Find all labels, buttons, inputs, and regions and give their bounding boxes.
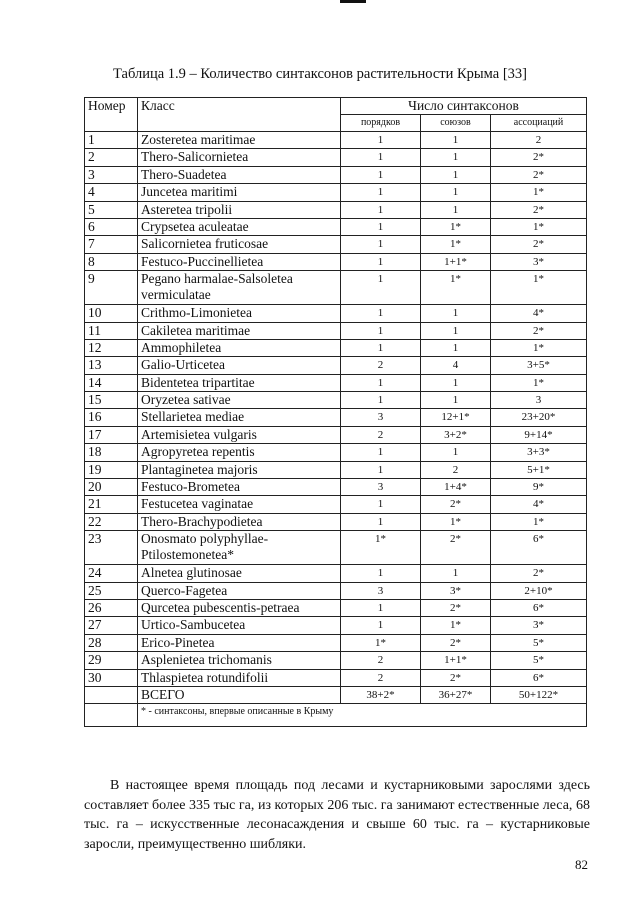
- cell-number: 16: [85, 409, 138, 426]
- cell-associations: 3*: [491, 617, 587, 634]
- table-row: [85, 392, 587, 409]
- cell-associations: 1*: [491, 513, 587, 530]
- cell-associations: 3+3*: [491, 444, 587, 461]
- cell-alliances: 2: [421, 461, 491, 478]
- top-rule-mark: [340, 0, 366, 3]
- header-alliances: союзов: [421, 115, 491, 132]
- cell-number: 13: [85, 357, 138, 374]
- cell-orders: 1*: [341, 634, 421, 651]
- cell-alliances: 1: [421, 392, 491, 409]
- cell-alliances: 4: [421, 357, 491, 374]
- cell-associations: 1*: [491, 271, 587, 305]
- header-class: Класс: [138, 98, 341, 132]
- cell-number: 4: [85, 184, 138, 201]
- cell-orders: 1: [341, 218, 421, 235]
- table-row: [85, 184, 587, 201]
- cell-associations: 2*: [491, 166, 587, 183]
- paragraph-text: В настоящее время площадь под лесами и кустарниковыми зарослями здесь составляет более 335 тыс га, из которых 206 тыс. га занимают естественные леса, 68 тыс. га – искусственные лесонасаждения и свыше 60 тыс. га – кустарниковые заросли, преимущественно шибляки.: [84, 778, 590, 852]
- cell-orders: 1: [341, 166, 421, 183]
- table-caption: Таблица 1.9 – Количество синтаксонов растительности Крыма [33]: [113, 66, 527, 82]
- cell-class: Agropyretea repentis: [138, 444, 341, 461]
- cell-alliances: 1: [421, 565, 491, 582]
- cell-alliances: 1: [421, 305, 491, 322]
- table-row: [85, 374, 587, 391]
- cell-alliances: 1: [421, 166, 491, 183]
- cell-class: Querco-Fagetea: [138, 582, 341, 599]
- table-row: [85, 339, 587, 356]
- table-row: [85, 652, 587, 669]
- header-syntaxa-count: Число синтаксонов: [341, 98, 587, 115]
- table-row: [85, 253, 587, 270]
- cell-class: Crypsetea aculeatae: [138, 218, 341, 235]
- cell-class: Thero-Brachypodietea: [138, 513, 341, 530]
- table-row: [85, 409, 587, 426]
- cell-orders: 1: [341, 271, 421, 305]
- cell-alliances: 2*: [421, 599, 491, 616]
- cell-alliances: 3+2*: [421, 426, 491, 443]
- cell-associations: 2: [491, 132, 587, 149]
- body-paragraph: [84, 776, 590, 854]
- cell-alliances: 1*: [421, 513, 491, 530]
- cell-number: 12: [85, 339, 138, 356]
- cell-associations: 3: [491, 392, 587, 409]
- cell-orders: 1: [341, 374, 421, 391]
- cell-class: Thlaspietea rotundifolii: [138, 669, 341, 686]
- cell-orders: 2: [341, 357, 421, 374]
- table-row: [85, 634, 587, 651]
- cell-orders: 1: [341, 513, 421, 530]
- total-orders: 38+2*: [341, 686, 421, 703]
- cell-number: 19: [85, 461, 138, 478]
- cell-orders: 1*: [341, 531, 421, 565]
- cell-alliances: 12+1*: [421, 409, 491, 426]
- total-empty: [85, 686, 138, 703]
- table-row: [85, 357, 587, 374]
- cell-associations: 2*: [491, 322, 587, 339]
- cell-associations: 4*: [491, 305, 587, 322]
- table-row: [85, 496, 587, 513]
- cell-number: 8: [85, 253, 138, 270]
- cell-orders: 1: [341, 565, 421, 582]
- total-row: [85, 686, 587, 703]
- cell-associations: 4*: [491, 496, 587, 513]
- cell-associations: 9*: [491, 479, 587, 496]
- cell-associations: 1*: [491, 184, 587, 201]
- cell-class: Qurcetea pubescentis-petraea: [138, 599, 341, 616]
- cell-associations: 6*: [491, 531, 587, 565]
- cell-alliances: 3*: [421, 582, 491, 599]
- cell-number: 28: [85, 634, 138, 651]
- cell-orders: 1: [341, 305, 421, 322]
- cell-orders: 1: [341, 617, 421, 634]
- cell-class: Zosteretea maritimae: [138, 132, 341, 149]
- cell-number: 10: [85, 305, 138, 322]
- cell-associations: 9+14*: [491, 426, 587, 443]
- cell-class: Ammophiletea: [138, 339, 341, 356]
- cell-alliances: 1+1*: [421, 253, 491, 270]
- cell-orders: 2: [341, 669, 421, 686]
- cell-class: Asplenietea trichomanis: [138, 652, 341, 669]
- cell-class: Plantaginetea majoris: [138, 461, 341, 478]
- footnote-text: * - синтаксоны, впервые описанные в Крыму: [138, 704, 587, 727]
- cell-alliances: 1*: [421, 617, 491, 634]
- cell-number: 9: [85, 271, 138, 305]
- cell-orders: 1: [341, 599, 421, 616]
- cell-number: 2: [85, 149, 138, 166]
- cell-number: 26: [85, 599, 138, 616]
- cell-alliances: 2*: [421, 669, 491, 686]
- cell-number: 3: [85, 166, 138, 183]
- cell-orders: 1: [341, 253, 421, 270]
- cell-alliances: 2*: [421, 634, 491, 651]
- cell-number: 18: [85, 444, 138, 461]
- table-row: [85, 201, 587, 218]
- cell-number: 27: [85, 617, 138, 634]
- cell-number: 21: [85, 496, 138, 513]
- cell-class: Crithmo-Limonietea: [138, 305, 341, 322]
- table-row: [85, 305, 587, 322]
- cell-associations: 2*: [491, 149, 587, 166]
- cell-alliances: 1*: [421, 218, 491, 235]
- cell-associations: 2*: [491, 236, 587, 253]
- cell-orders: 1: [341, 132, 421, 149]
- table-row: [85, 461, 587, 478]
- cell-class: Thero-Suadetea: [138, 166, 341, 183]
- cell-number: 23: [85, 531, 138, 565]
- cell-associations: 5*: [491, 634, 587, 651]
- cell-associations: 1*: [491, 374, 587, 391]
- table-row: [85, 669, 587, 686]
- table-row: [85, 426, 587, 443]
- cell-number: 25: [85, 582, 138, 599]
- table-row: [85, 236, 587, 253]
- cell-alliances: 1: [421, 132, 491, 149]
- cell-associations: 5+1*: [491, 461, 587, 478]
- cell-class: Galio-Urticetea: [138, 357, 341, 374]
- cell-alliances: 1: [421, 374, 491, 391]
- cell-class: Artemisietea vulgaris: [138, 426, 341, 443]
- cell-associations: 6*: [491, 669, 587, 686]
- table-body: [85, 132, 587, 727]
- cell-number: 7: [85, 236, 138, 253]
- cell-alliances: 1: [421, 201, 491, 218]
- cell-class: Cakiletea maritimae: [138, 322, 341, 339]
- cell-alliances: 1: [421, 444, 491, 461]
- cell-associations: 2*: [491, 565, 587, 582]
- table-row: [85, 322, 587, 339]
- cell-orders: 1: [341, 184, 421, 201]
- total-associations: 50+122*: [491, 686, 587, 703]
- cell-number: 29: [85, 652, 138, 669]
- table-row: [85, 166, 587, 183]
- cell-orders: 1: [341, 444, 421, 461]
- cell-class: Juncetea maritimi: [138, 184, 341, 201]
- table-row: [85, 479, 587, 496]
- cell-class: Stellarietea mediae: [138, 409, 341, 426]
- header-number: Номер: [85, 98, 138, 132]
- cell-alliances: 1: [421, 322, 491, 339]
- cell-class: Festuco-Brometea: [138, 479, 341, 496]
- cell-orders: 1: [341, 201, 421, 218]
- cell-number: 5: [85, 201, 138, 218]
- cell-orders: 3: [341, 479, 421, 496]
- cell-associations: 2+10*: [491, 582, 587, 599]
- total-label: ВСЕГО: [138, 686, 341, 703]
- cell-associations: 1*: [491, 218, 587, 235]
- cell-associations: 2*: [491, 201, 587, 218]
- header-associations: ассоциаций: [491, 115, 587, 132]
- table-row: [85, 599, 587, 616]
- cell-orders: 1: [341, 496, 421, 513]
- cell-number: 14: [85, 374, 138, 391]
- table-row: [85, 565, 587, 582]
- cell-number: 17: [85, 426, 138, 443]
- cell-class: Bidentetea tripartitae: [138, 374, 341, 391]
- cell-number: 6: [85, 218, 138, 235]
- table-row: [85, 531, 587, 565]
- cell-number: 15: [85, 392, 138, 409]
- cell-class: Festucetea vaginatae: [138, 496, 341, 513]
- cell-associations: 23+20*: [491, 409, 587, 426]
- cell-class: Asteretea tripolii: [138, 201, 341, 218]
- cell-orders: 1: [341, 339, 421, 356]
- cell-associations: 5*: [491, 652, 587, 669]
- cell-alliances: 2*: [421, 531, 491, 565]
- cell-alliances: 1: [421, 149, 491, 166]
- cell-number: 1: [85, 132, 138, 149]
- cell-class: Onosmato polyphyllae-Ptilostemonetea*: [138, 531, 341, 565]
- cell-orders: 1: [341, 149, 421, 166]
- total-alliances: 36+27*: [421, 686, 491, 703]
- cell-alliances: 1+1*: [421, 652, 491, 669]
- cell-number: 22: [85, 513, 138, 530]
- table-row: [85, 149, 587, 166]
- cell-orders: 3: [341, 582, 421, 599]
- cell-orders: 1: [341, 236, 421, 253]
- cell-orders: 1: [341, 322, 421, 339]
- cell-number: 24: [85, 565, 138, 582]
- cell-number: 11: [85, 322, 138, 339]
- cell-orders: 1: [341, 392, 421, 409]
- cell-class: Festuco-Puccinellietea: [138, 253, 341, 270]
- header-orders: порядков: [341, 115, 421, 132]
- cell-associations: 6*: [491, 599, 587, 616]
- cell-class: Salicornietea fruticosae: [138, 236, 341, 253]
- cell-orders: 1: [341, 461, 421, 478]
- cell-number: 20: [85, 479, 138, 496]
- cell-class: Erico-Pinetea: [138, 634, 341, 651]
- table-row: [85, 444, 587, 461]
- cell-orders: 3: [341, 409, 421, 426]
- cell-orders: 2: [341, 426, 421, 443]
- table-row: [85, 218, 587, 235]
- syntaxa-table: [84, 97, 587, 727]
- footnote-empty: [85, 704, 138, 727]
- cell-alliances: 2*: [421, 496, 491, 513]
- cell-orders: 2: [341, 652, 421, 669]
- cell-class: Oryzetea sativae: [138, 392, 341, 409]
- cell-alliances: 1*: [421, 271, 491, 305]
- cell-class: Urtico-Sambucetea: [138, 617, 341, 634]
- cell-associations: 3*: [491, 253, 587, 270]
- cell-number: 30: [85, 669, 138, 686]
- cell-alliances: 1: [421, 339, 491, 356]
- cell-alliances: 1: [421, 184, 491, 201]
- table-row: [85, 617, 587, 634]
- table-row: [85, 513, 587, 530]
- cell-alliances: 1*: [421, 236, 491, 253]
- cell-associations: 3+5*: [491, 357, 587, 374]
- table-row: [85, 582, 587, 599]
- table-row: [85, 132, 587, 149]
- cell-associations: 1*: [491, 339, 587, 356]
- cell-class: Pegano harmalae-Salsoletea vermiculatae: [138, 271, 341, 305]
- cell-alliances: 1+4*: [421, 479, 491, 496]
- table-row: [85, 271, 587, 305]
- cell-class: Thero-Salicornietea: [138, 149, 341, 166]
- page-number: 82: [575, 857, 588, 872]
- cell-class: Alnetea glutinosae: [138, 565, 341, 582]
- footnote-row: [85, 704, 587, 727]
